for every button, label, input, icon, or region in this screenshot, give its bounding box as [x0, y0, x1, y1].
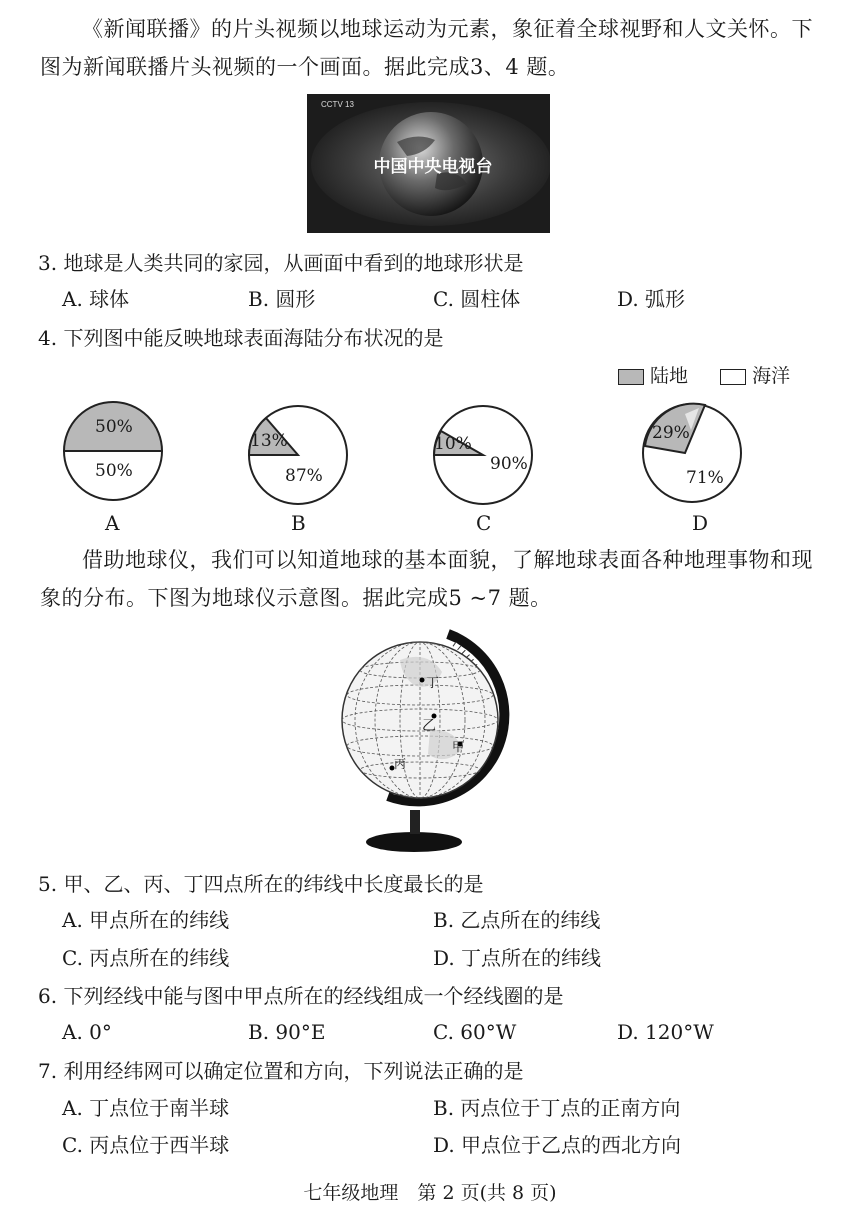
globe-label-bing: 丙 [394, 757, 407, 771]
question-3-stem: 3. 地球是人类共同的家园，从画面中看到的地球形状是 [38, 251, 524, 275]
pie-d-land-label: 29% [652, 423, 690, 443]
pie-d-letter[interactable]: D [692, 511, 709, 535]
question-5-stem: 5. 甲、乙、丙、丁四点所在的纬线中长度最长的是 [38, 872, 484, 896]
q3-option-a[interactable]: A. 球体 [62, 287, 130, 311]
page-footer: 七年级地理 第 2 页(共 8 页) [303, 1182, 557, 1204]
q3-option-d[interactable]: D. 弧形 [617, 287, 686, 311]
land-swatch [618, 369, 644, 385]
q7-option-a[interactable]: A. 丁点位于南半球 [62, 1096, 230, 1120]
tv-caption: 中国中央电视台 [373, 157, 493, 176]
q6-option-b[interactable]: B. 90°E [248, 1020, 326, 1044]
globe-label-ding: 丁 [426, 676, 440, 691]
legend-ocean-label: 海洋 [752, 365, 791, 387]
q3-option-b[interactable]: B. 圆形 [248, 287, 316, 311]
q6-option-a[interactable]: A. 0° [62, 1020, 112, 1044]
question-6-stem: 6. 下列经线中能与图中甲点所在的经线组成一个经线圈的是 [38, 984, 564, 1008]
pie-legend [618, 361, 790, 388]
intro2-line2: 象的分布。下图为地球仪示意图。据此完成5 ~7 题。 [40, 586, 552, 610]
pie-a-ocean-label: 50% [95, 461, 133, 481]
question-7-stem: 7. 利用经纬网可以确定位置和方向，下列说法正确的是 [38, 1059, 524, 1083]
intro1-line2: 图为新闻联播片头视频的一个画面。据此完成3、4 题。 [40, 55, 570, 79]
intro2-line1: 借助地球仪，我们可以知道地球的基本面貌，了解地球表面各种地理事物和现 [82, 548, 813, 572]
q6-option-c[interactable]: C. 60°W [433, 1020, 517, 1044]
q7-option-d[interactable]: D. 甲点位于乙点的西北方向 [433, 1133, 682, 1157]
pie-a-land-label: 50% [95, 417, 133, 437]
pie-c-ocean-label: 90% [490, 454, 528, 474]
globe-label-yi: 乙 [422, 718, 436, 734]
cctv-news-image [307, 94, 550, 233]
q7-option-c[interactable]: C. 丙点位于西半球 [62, 1133, 230, 1157]
q3-option-c[interactable]: C. 圆柱体 [433, 287, 521, 311]
pie-b-ocean-label: 87% [285, 466, 323, 486]
globe-label-jia: 甲 [452, 740, 465, 754]
pie-c-letter[interactable]: C [476, 511, 492, 535]
pie-a-letter[interactable]: A [105, 511, 120, 535]
tv-corner-logo: CCTV 13 [321, 100, 354, 109]
q6-option-d[interactable]: D. 120°W [617, 1020, 714, 1044]
pie-d[interactable] [641, 402, 743, 504]
q7-option-b[interactable]: B. 丙点位于丁点的正南方向 [433, 1096, 681, 1120]
intro-paragraph-2 [40, 541, 830, 617]
ocean-swatch [720, 369, 746, 385]
pie-c-land-label: 10% [434, 434, 472, 454]
legend-land-label: 陆地 [650, 365, 689, 387]
pie-d-ocean-label: 71% [686, 468, 724, 488]
intro-paragraph-1 [40, 10, 830, 86]
pie-b-letter[interactable]: B [291, 511, 306, 535]
point-ding [420, 678, 425, 683]
q5-option-c[interactable]: C. 丙点所在的纬线 [62, 946, 230, 970]
globe-diagram [330, 620, 530, 858]
question-4-stem: 4. 下列图中能反映地球表面海陆分布状况的是 [38, 326, 444, 350]
intro1-line1: 《新闻联播》的片头视频以地球运动为元素，象征着全球视野和人文关怀。下 [82, 17, 813, 41]
q5-option-d[interactable]: D. 丁点所在的纬线 [433, 946, 602, 970]
q5-option-b[interactable]: B. 乙点所在的纬线 [433, 908, 601, 932]
pie-b-land-label: 13% [250, 431, 288, 451]
q5-option-a[interactable]: A. 甲点所在的纬线 [62, 908, 230, 932]
pie-b[interactable] [247, 404, 349, 506]
pie-a[interactable] [62, 400, 164, 502]
